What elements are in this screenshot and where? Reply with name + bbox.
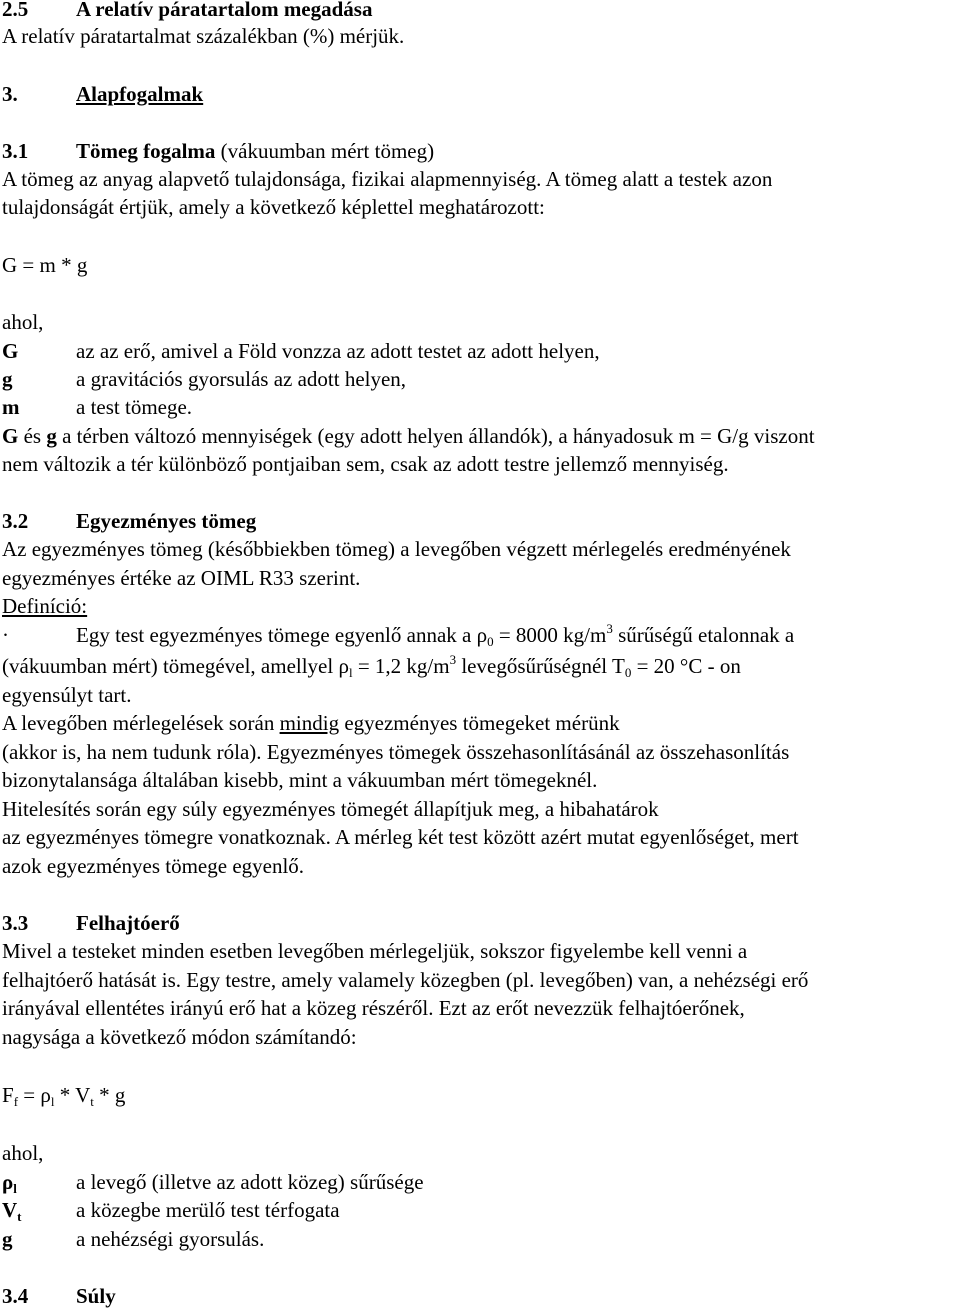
formula (2, 1083, 125, 1107)
subscript: 0 (624, 665, 632, 680)
heading-3-4 (2, 1284, 116, 1308)
definition-row (2, 367, 406, 391)
definition-term (2, 1170, 76, 1194)
heading-2-5 (2, 0, 372, 21)
paragraph-line (2, 654, 741, 678)
section-number: 3.2 (2, 509, 29, 533)
section-title-note: (vákuumban mért tömeg) (215, 139, 435, 163)
heading-3 (2, 82, 203, 106)
subscript: t (90, 1094, 94, 1109)
text: = ρ (18, 1083, 51, 1107)
subscript: 0 (487, 634, 494, 649)
paragraph-line: felhajtóerő hatását is. Egy testre, amely valamely közegben (pl. levegőben) van, a nehézségi erő (2, 968, 809, 992)
definition-term: m (2, 395, 20, 419)
term-symbol: ρ (2, 1170, 14, 1194)
definition-desc: a nehézségi gyorsulás. (76, 1227, 265, 1251)
paragraph-line: nem változik a tér különböző pontjaiban sem, csak az adott testre jellemző mennyiség. (2, 452, 729, 476)
definition-term: g (2, 367, 13, 391)
section-number: 2.5 (2, 0, 29, 21)
heading-3-3 (2, 911, 180, 935)
paragraph-line: Hitelesítés során egy súly egyezményes tömegét állapítjuk meg, a hibahatárok (2, 797, 659, 821)
formula: G = m * g (2, 253, 88, 277)
definition-desc: a levegő (illetve az adott közeg) sűrűsége (76, 1170, 424, 1194)
paragraph-line (2, 623, 794, 647)
definition-term (2, 1227, 76, 1251)
section-number: 3.4 (2, 1284, 29, 1308)
definition-desc: a gravitációs gyorsulás az adott helyen, (76, 367, 407, 391)
ahol-label: ahol, (2, 1141, 44, 1165)
paragraph-line: az egyezményes tömegre vonatkoznak. A mérleg két test között azért mutat egyenlőséget, mert (2, 825, 799, 849)
paragraph-line: azok egyezményes tömege egyenlő. (2, 854, 305, 878)
term-symbol: V (2, 1198, 18, 1222)
section-title: Alapfogalmak (76, 82, 204, 106)
text: a térben változó mennyiségek (egy adott helyen állandók), a hányadosuk m = G/g viszont (56, 424, 815, 448)
subscript: f (13, 1094, 19, 1109)
text: és (18, 424, 47, 448)
section-title: Tömeg fogalma (76, 139, 216, 163)
definition-desc: a közegbe merülő test térfogata (76, 1198, 340, 1222)
paragraph-line: bizonytalansága általában kisebb, mint a vákuumban mért tömegeknél. (2, 768, 598, 792)
section-number: 3.3 (2, 911, 29, 935)
superscript: 3 (606, 621, 613, 636)
paragraph-line: Az egyezményes tömeg (későbbiekben tömeg) a levegőben végzett mérlegelés eredményének (2, 537, 791, 561)
definition-desc: az az erő, amivel a Föld vonzza az adott testet az adott helyen, (76, 339, 600, 363)
section-title: Egyezményes tömeg (76, 509, 257, 533)
section-title: Felhajtóerő (76, 911, 180, 935)
text: sűrűségű etalonnak a (612, 623, 795, 647)
heading-3-2 (2, 509, 256, 533)
paragraph-line: irányával ellentétes irányú erő hat a közeg részéről. Ezt az erőt nevezzük felhajtóerőnek, (2, 996, 745, 1020)
text: (vákuumban mért) tömegével, amellyel ρ (2, 654, 349, 678)
paragraph-line: egyensúlyt tart. (2, 683, 132, 707)
paragraph-line (2, 711, 620, 735)
paragraph-line: nagysága a következő módon számítandó: (2, 1025, 357, 1049)
term-symbol: g (2, 1227, 13, 1251)
section-number: 3.1 (2, 139, 29, 163)
definition-row (2, 1227, 264, 1251)
subscript: t (17, 1209, 22, 1224)
section-number: 3. (2, 82, 18, 106)
superscript: 3 (449, 652, 457, 667)
paragraph: A relatív páratartalmat százalékban (%) mérjük. (2, 24, 405, 48)
definition-desc: a test tömege. (76, 395, 193, 419)
section-title: Súly (76, 1284, 116, 1308)
paragraph-line: egyezményes értéke az OIML R33 szerint. (2, 566, 361, 590)
text: Egy test egyezményes tömege egyenlő annak a ρ (76, 623, 488, 647)
text: A levegőben mérlegelések során (2, 711, 280, 735)
ahol-label: ahol, (2, 310, 44, 334)
subscript: l (348, 665, 353, 680)
subscript: l (13, 1181, 17, 1196)
definition-label: Definíció: (2, 594, 88, 618)
section-title: A relatív páratartalom megadása (76, 0, 373, 21)
definition-row (2, 1198, 340, 1222)
text: = 20 °C - on (631, 654, 741, 678)
definition-term: G (2, 339, 19, 363)
paragraph-line (2, 424, 815, 448)
text: F (2, 1083, 14, 1107)
paragraph-line: tulajdonságát értjük, amely a következő képlettel meghatározott: (2, 195, 545, 219)
paragraph-line: (akkor is, ha nem tudunk róla). Egyezményes tömegek összehasonlításánál az összehasonlítás (2, 740, 790, 764)
definition-row (2, 395, 192, 419)
paragraph-line: A tömeg az anyag alapvető tulajdonsága, fizikai alapmennyiség. A tömeg alatt a testek azon (2, 167, 773, 191)
underlined-text: mindig (279, 711, 340, 735)
heading-3-1 (2, 139, 434, 163)
subscript: l (50, 1094, 55, 1109)
text: = 1,2 kg/m (352, 654, 450, 678)
text: * V (54, 1083, 91, 1107)
text: * g (93, 1083, 126, 1107)
text: egyezményes tömegeket mérünk (339, 711, 620, 735)
definition-term (2, 1198, 76, 1222)
definition-row (2, 339, 600, 363)
paragraph-line: Mivel a testeket minden esetben levegőben mérlegeljük, sokszor figyelembe kell venni a (2, 939, 748, 963)
symbol-G: G (2, 424, 19, 448)
text: levegősűrűségnél T (456, 654, 625, 678)
bullet: · (2, 623, 9, 647)
symbol-g: g (46, 424, 57, 448)
text: = 8000 kg/m (493, 623, 607, 647)
definition-row (2, 1170, 424, 1194)
